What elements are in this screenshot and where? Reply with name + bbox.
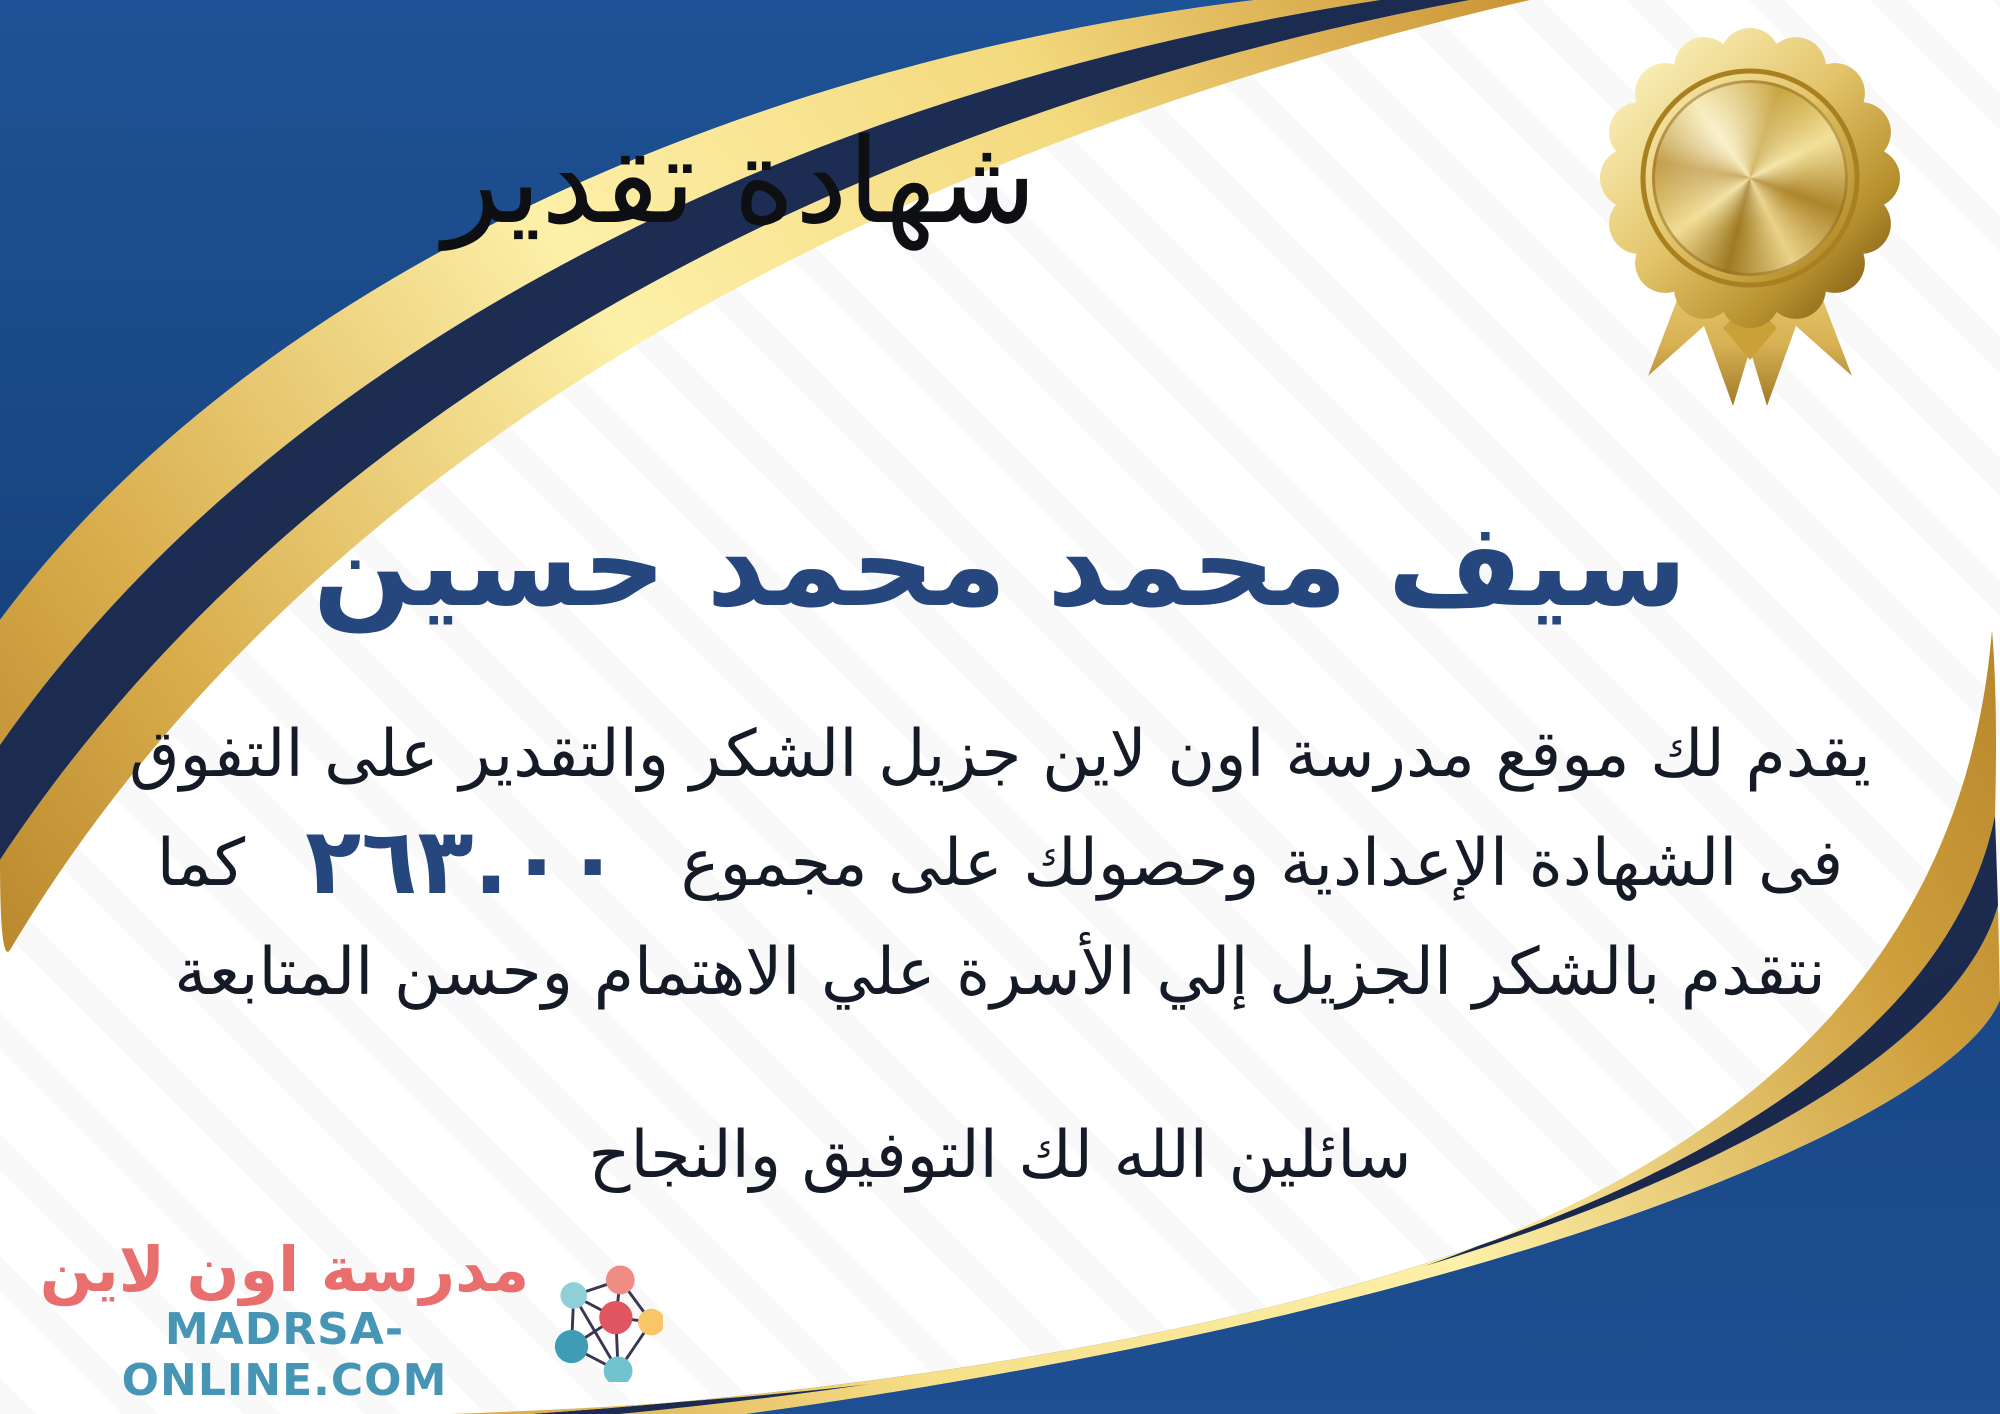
logo-arabic-text: مدرسة اون لاين	[39, 1232, 530, 1306]
body-line-1: يقدم لك موقع مدرسة اون لاين جزيل الشكر والتقدير على التفوق	[129, 717, 1871, 792]
logo-domain-text: MADRSA-ONLINE.COM	[121, 1304, 448, 1406]
body-line-3: نتقدم بالشكر الجزيل إلي الأسرة علي الاهتمام وحسن المتابعة	[174, 935, 1826, 1011]
body-line-2	[45, 809, 1955, 918]
score-value: ٢٦٣.٠٠	[305, 808, 621, 916]
closing-line: سائلين الله لك التوفيق والنجاح	[588, 1118, 1412, 1193]
network-graph-icon	[551, 1260, 663, 1382]
certificate-title: شهادة تقدير	[443, 112, 1037, 250]
medal-disc	[1652, 80, 1848, 276]
logo-text-block	[32, 1232, 537, 1406]
body-line-2-suffix: كما	[156, 826, 246, 902]
site-logo	[32, 1232, 663, 1406]
certificate-body	[45, 700, 1955, 1028]
body-line-2-prefix: فى الشهادة الإعدادية وحصولك على مجموع	[680, 826, 1844, 902]
student-name: سيف محمد محمد حسين	[312, 498, 1688, 633]
